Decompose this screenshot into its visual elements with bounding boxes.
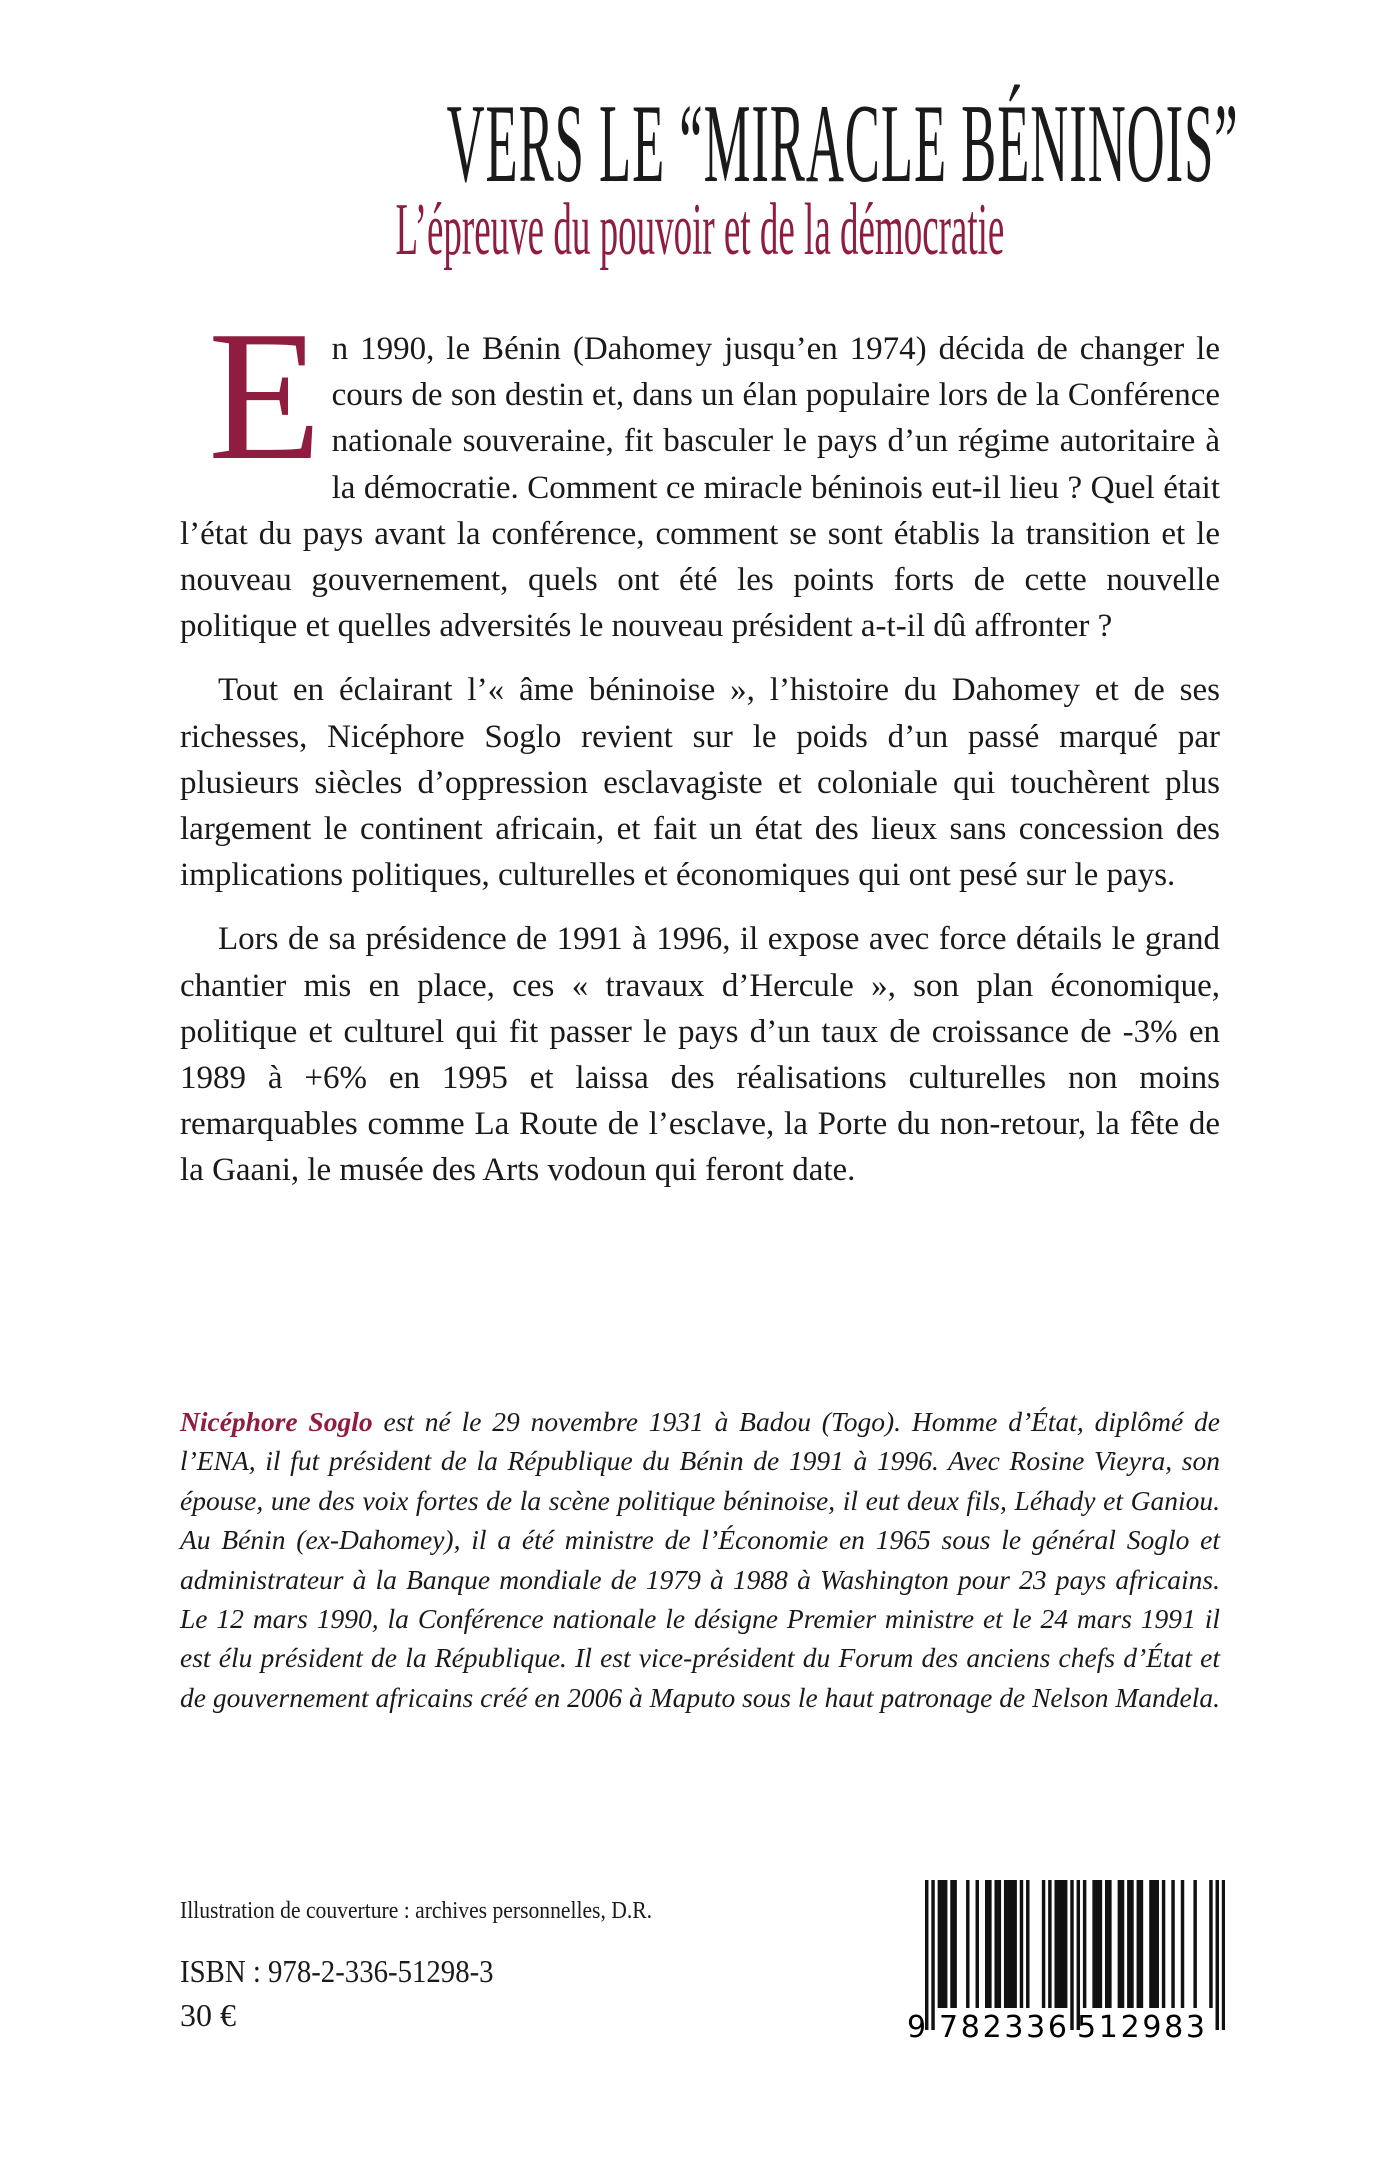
barcode-bar (1130, 1880, 1133, 2008)
barcode-bar (1099, 1880, 1102, 2008)
book-subtitle-text: L’épreuve du pouvoir et de la démocratie (395, 189, 1005, 271)
barcode-bar (1064, 1880, 1067, 2008)
blurb-paragraph-1 (180, 293, 1220, 649)
barcode-bar (1004, 1880, 1007, 2008)
barcode-bar (1070, 1880, 1073, 2030)
barcode-bar (950, 1880, 953, 2008)
barcode-bars (925, 1880, 1225, 2030)
price: 30 € (180, 1997, 236, 2033)
barcode-bar (1156, 1880, 1159, 2008)
barcode-bar (998, 1880, 1001, 2008)
author-name: Nicéphore Soglo (180, 1406, 373, 1437)
barcode-bar (944, 1880, 947, 2008)
author-bio-text: est né le 29 novembre 1931 à Badou (Togo). Homme d’État, diplômé de l’ENA, il fut président de la République du Bénin de 1991 à 1996. Avec Rosine Vieyra, son épouse, une des voix fortes de la scène politique béninoise, il eut deux fils, Léhady et Ganiou. Au Bénin (ex-Dahomey), il a été ministre de l’Économie en 1965 sous le général Soglo et administrateur à la Banque mondiale de 1979 à 1988 à Washington pour 23 pays africains. Le 12 mars 1990, la Conférence nationale le désigne Premier ministre et le 24 mars 1991 il est élu président de la République. Il est vice-président du Forum des anciens chefs d’État et de gouvernement africains créé en 2006 à Maputo sous le haut patronage de Nelson Mandela. (180, 1406, 1220, 1713)
barcode-bar (1105, 1880, 1108, 2008)
barcode-bar (1092, 1880, 1095, 2008)
barcode-bar (1171, 1880, 1174, 2008)
barcode-bar (931, 1880, 934, 2030)
barcode-bar (925, 1880, 928, 2030)
barcode-bar (976, 1880, 979, 2008)
barcode-bar (1048, 1880, 1051, 2008)
barcode-bar (1020, 1880, 1023, 2008)
barcode-bar (1007, 1880, 1010, 2008)
book-title-text: VERS LE “MIRACLE BÉNINOIS” (446, 82, 1239, 206)
barcode-bar (1162, 1880, 1165, 2008)
barcode-bar (1181, 1880, 1184, 2008)
barcode-bar (1152, 1880, 1155, 2008)
barcode-first-digit: 9 (907, 2010, 927, 2040)
isbn: ISBN : 978-2-336-51298-3 (180, 1953, 494, 1989)
barcode-left-digits: 782336 (939, 2010, 1067, 2040)
barcode-bar (1077, 1880, 1080, 2030)
barcode-bar (1013, 1880, 1016, 2008)
paragraph-text: n 1990, le Bénin (Dahomey jusqu’en 1974) décida de changer le cours de son destin et, dans un élan populaire lors de la Conférence nationale souveraine, fit basculer le pays d’un régime autoritaire à la démocratie. Comment ce miracle béninois eut-il lieu ? Quel était l’état du pays avant la conférence, comment se sont établis la transition et le nouveau gouvernement, quels ont été les points forts de cette nouvelle politique et quelles adversités le nouveau président a-t-il dû affronter ? (180, 331, 1220, 645)
barcode-bar (988, 1880, 991, 2008)
blurb-paragraph-3: Lors de sa présidence de 1991 à 1996, il expose avec force détails le grand chantier mis en place, ces « travaux d’Hercule », son plan économique, politique et culturel qui fit passer le pays d’un taux de croissance de -3% en 1989 à +6% en 1995 et laissa des réalisations culturelles non moins remarquables comme La Route de l’esclave, la Porte du non-retour, la fête de la Gaani, le musée des Arts vodoun qui feront date. (180, 921, 1220, 1189)
barcode-bar (1061, 1880, 1064, 2008)
barcode-bar (994, 1880, 997, 2008)
barcode-right-digits: 512983 (1077, 2010, 1205, 2040)
book-title (0, 82, 1400, 206)
barcode-bar (941, 1880, 944, 2008)
barcode-bar (1010, 1880, 1013, 2008)
blurb (180, 293, 1220, 1212)
drop-cap: E (208, 293, 322, 499)
barcode-bar (1054, 1880, 1057, 2008)
barcode-bar (938, 1880, 941, 2008)
barcode-bar (1096, 1880, 1099, 2008)
barcode-bar (1140, 1880, 1143, 2008)
barcode-bar (1118, 1880, 1121, 2008)
barcode-bar (1193, 1880, 1196, 2008)
book-subtitle (0, 189, 1400, 271)
author-bio (180, 1402, 1220, 1717)
barcode-bar (1216, 1880, 1219, 2030)
barcode-bar (1042, 1880, 1045, 2008)
blurb-paragraph-2: Tout en éclairant l’« âme béninoise », l’histoire du Dahomey et de ses richesses, Nicéphore Soglo revient sur le poids d’un passé marqué par plusieurs siècles d’oppression esclavagiste et coloniale qui touchèrent plus largement le continent africain, et fait un état des lieux sans concession des implications politiques, culturelles et économiques qui ont pesé sur le pays. (180, 672, 1220, 894)
barcode-bar (1209, 1880, 1212, 2008)
cover-credit: Illustration de couverture : archives personnelles, D.R. (180, 1898, 653, 1924)
barcode-bar (1121, 1880, 1124, 2008)
barcode-bar (1108, 1880, 1111, 2008)
barcode-bar (985, 1880, 988, 2008)
barcode-bar (1149, 1880, 1152, 2008)
barcode-bar (1127, 1880, 1130, 2008)
barcode-bar (1058, 1880, 1061, 2008)
barcode-bar (1026, 1880, 1029, 2008)
barcode (905, 1880, 1225, 2040)
barcode-bar (953, 1880, 956, 2008)
barcode-bar (1137, 1880, 1140, 2008)
barcode-bar (1222, 1880, 1225, 2030)
barcode-bar (1083, 1880, 1086, 2008)
barcode-bar (966, 1880, 969, 2008)
